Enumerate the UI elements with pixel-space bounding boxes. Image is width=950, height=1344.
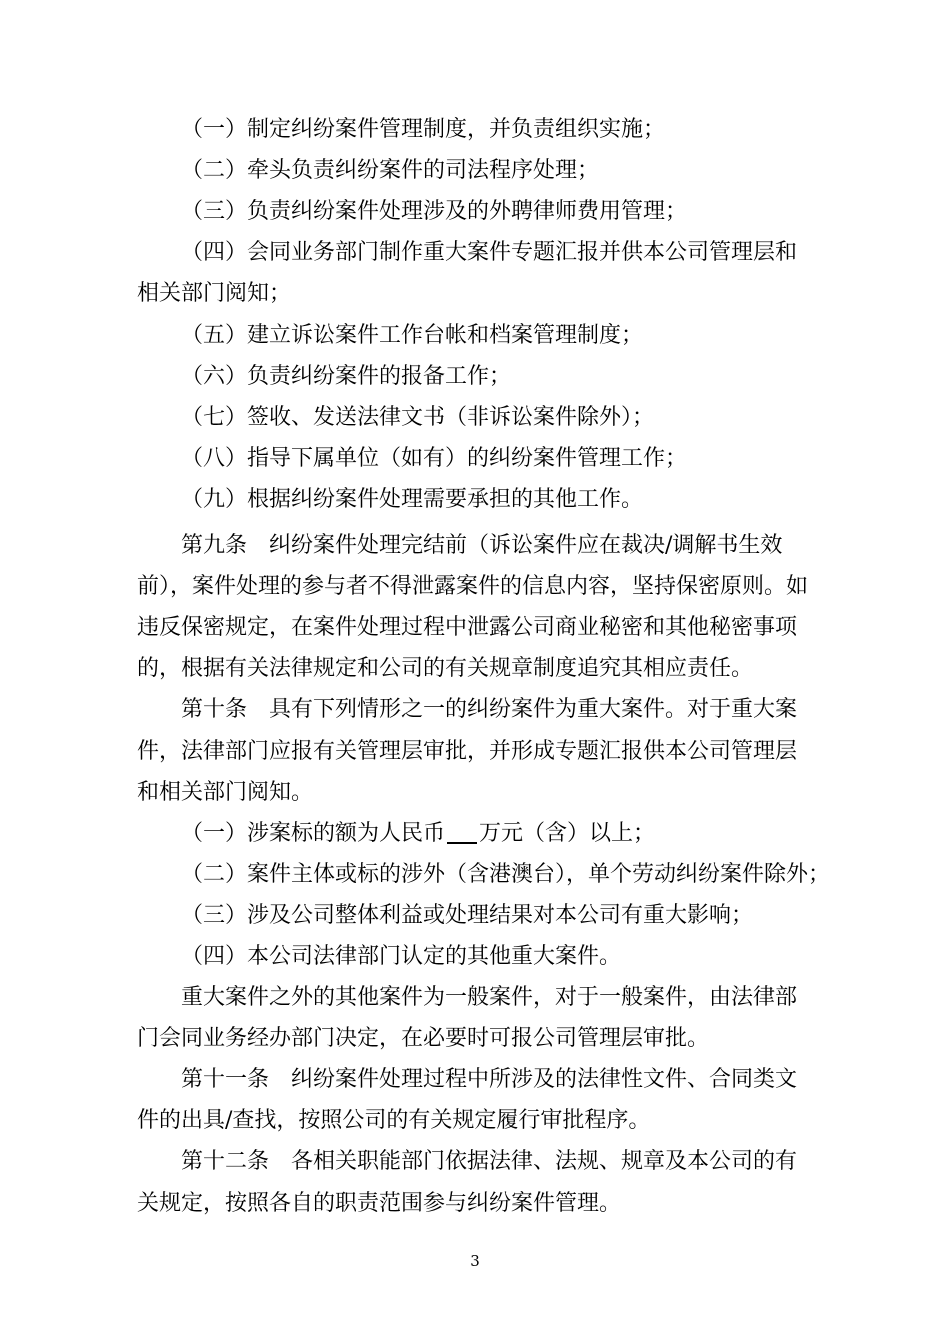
text-line: 前），案件处理的参与者不得泄露案件的信息内容，坚持保密原则。如 [137, 574, 809, 599]
text-line: 件的出具/查找，按照公司的有关规定履行审批程序。 [137, 1108, 651, 1133]
text-line: 重大案件之外的其他案件为一般案件，对于一般案件，由法律部 [181, 985, 798, 1010]
text-line: （六）负责纠纷案件的报备工作； [181, 364, 512, 389]
text-line: 第十二条 各相关职能部门依据法律、法规、规章及本公司的有 [181, 1149, 798, 1174]
page-number: 3 [470, 1252, 480, 1270]
text-line: 关规定，按照各自的职责范围参与纠纷案件管理。 [137, 1191, 622, 1216]
text-line: （七）签收、发送法律文书（非诉讼案件除外）； [181, 405, 655, 430]
text-line: 违反保密规定，在案件处理过程中泄露公司商业秘密和其他秘密事项 [137, 615, 798, 640]
text-line: （九）根据纠纷案件处理需要承担的其他工作。 [181, 487, 644, 512]
text-line: 第十一条 纠纷案件处理过程中所涉及的法律性文件、合同类文 [181, 1067, 798, 1092]
text-line: （四）本公司法律部门认定的其他重大案件。 [181, 944, 622, 969]
text-line: 第九条 纠纷案件处理完结前（诉讼案件应在裁决/调解书生效 [181, 533, 783, 558]
text-line: 和相关部门阅知。 [137, 780, 314, 805]
text-line: （二）案件主体或标的涉外（含港澳台），单个劳动纠纷案件除外； [181, 862, 831, 887]
text-line: （八）指导下属单位（如有）的纠纷案件管理工作； [181, 446, 688, 471]
text-line: 件，法律部门应报有关管理层审批，并形成专题汇报供本公司管理层 [137, 739, 798, 764]
text-line: （三）涉及公司整体利益或处理结果对本公司有重大影响； [181, 903, 754, 928]
text-line: （二）牵头负责纠纷案件的司法程序处理； [181, 158, 600, 183]
amount-blank [447, 820, 477, 844]
text-line: 相关部门阅知； [137, 281, 292, 306]
text-segment: 万元（含）以上； [479, 821, 656, 846]
text-line: 的，根据有关法律规定和公司的有关规章制度追究其相应责任。 [137, 656, 754, 681]
text-line: （一）制定纠纷案件管理制度，并负责组织实施； [181, 117, 666, 142]
text-line: 门会同业务经办部门决定，在必要时可报公司管理层审批。 [137, 1026, 710, 1051]
text-line: （四）会同业务部门制作重大案件专题汇报并供本公司管理层和 [181, 240, 798, 265]
text-segment: （一）涉案标的额为人民币 [181, 821, 446, 846]
text-line [0, 819, 950, 849]
text-line: （三）负责纠纷案件处理涉及的外聘律师费用管理； [181, 199, 688, 224]
text-line: 第十条 具有下列情形之一的纠纷案件为重大案件。对于重大案 [181, 697, 798, 722]
text-line: （五）建立诉讼案件工作台帐和档案管理制度； [181, 323, 644, 348]
